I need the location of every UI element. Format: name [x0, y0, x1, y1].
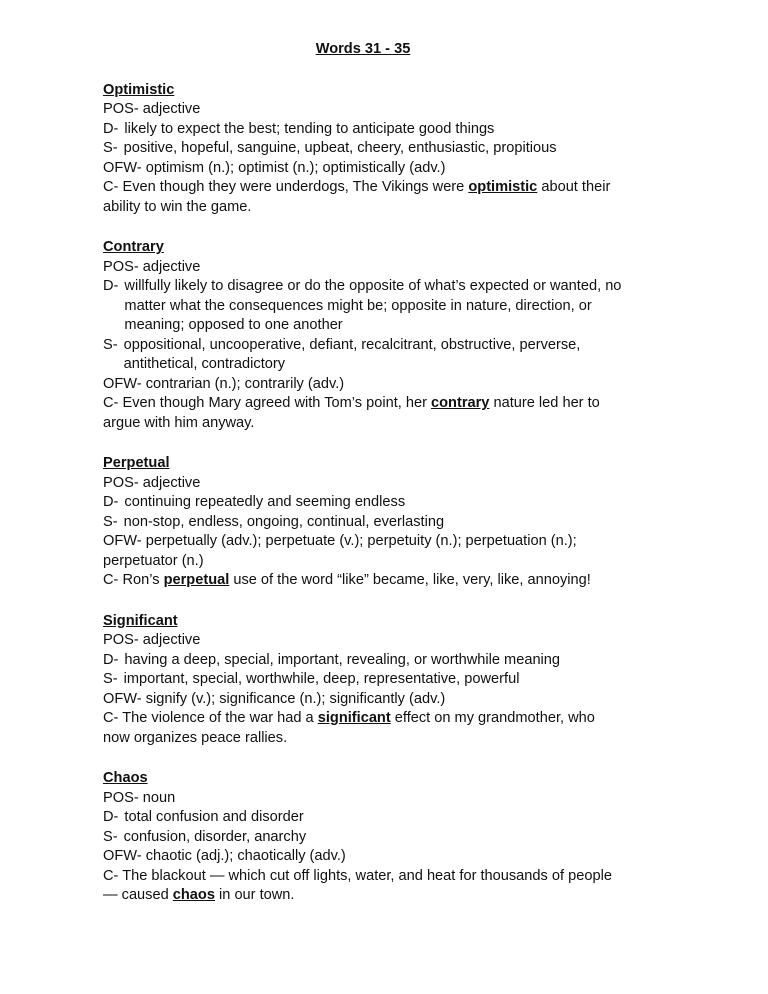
context-after: about their ability to win the game.: [103, 179, 611, 215]
synonyms-line: [103, 139, 623, 159]
pos-value: noun: [142, 789, 176, 806]
synonyms-text: positive, hopeful, sanguine, upbeat, cheery, enthusiastic, propitious: [123, 140, 557, 156]
synonyms-text: non-stop, endless, ongoing, continual, everlasting: [123, 513, 445, 530]
vocab-entry-chaos: [103, 769, 623, 906]
other-forms-label: OFW-: [103, 375, 142, 392]
synonyms-text: oppositional, uncooperative, defiant, recalcitrant, obstructive, perverse, antithetical, contradictory: [123, 336, 581, 372]
context-before: The violence of the war had a: [122, 710, 314, 726]
vocab-entry-significant: [103, 612, 623, 749]
pos-value: adjective: [142, 474, 201, 491]
context-keyword: chaos: [172, 887, 215, 903]
other-forms-label: OFW-: [103, 848, 142, 864]
context-before: Even though they were underdogs, The Vikings were: [122, 179, 465, 195]
context-before: Even though Mary agreed with Tom’s point, her: [122, 395, 427, 411]
context-after: nature led her to argue with him anyway.: [103, 395, 600, 431]
other-forms-text: perpetually (adv.); perpetuate (v.); perpetuity (n.); perpetuation (n.); perpetuator (n.): [103, 533, 577, 569]
pos-label: POS-: [103, 474, 139, 491]
context-after: use of the word “like” became, like, very, like, annoying!: [233, 572, 591, 588]
context-label: C-: [103, 395, 119, 411]
synonyms-line: [103, 670, 623, 690]
other-forms-label: OFW-: [103, 159, 142, 176]
definition-label: D-: [103, 120, 119, 137]
pos-line: [103, 631, 623, 651]
pos-value: adjective: [142, 632, 201, 648]
other-forms-text: contrarian (n.); contrarily (adv.): [145, 375, 345, 392]
context-before: The blackout — which cut off lights, water, and heat for thousands of people — caused: [103, 867, 612, 903]
definition-label: D-: [103, 809, 119, 825]
other-forms-label: OFW-: [103, 533, 142, 549]
context-sentence: [103, 571, 623, 591]
vocab-entry-perpetual: [103, 454, 623, 591]
other-forms-line: [103, 532, 623, 571]
other-forms-line: [103, 159, 623, 179]
context-label: C-: [103, 710, 119, 726]
definition-text: having a deep, special, important, revealing, or worthwhile meaning: [124, 651, 561, 668]
context-sentence: [103, 867, 623, 906]
definition-line: [103, 808, 623, 828]
vocab-word: Optimistic: [103, 81, 175, 98]
synonyms-label: S-: [103, 828, 118, 845]
pos-value: adjective: [142, 101, 201, 117]
pos-line: [103, 474, 623, 494]
context-label: C-: [103, 867, 119, 884]
definition-line: [103, 120, 623, 140]
pos-label: POS-: [103, 632, 139, 648]
context-sentence: [103, 709, 623, 748]
other-forms-line: [103, 847, 623, 867]
vocab-word: Significant: [103, 612, 178, 629]
vocabulary-page: [103, 40, 623, 927]
context-after: effect on my grandmother, who now organizes peace rallies.: [103, 710, 595, 746]
pos-line: [103, 789, 623, 809]
other-forms-text: signify (v.); significance (n.); significantly (adv.): [145, 690, 446, 707]
context-after: in our town.: [219, 887, 295, 903]
synonyms-line: [103, 828, 623, 848]
definition-line: [103, 651, 623, 671]
vocab-entry-optimistic: [103, 81, 623, 218]
other-forms-text: chaotic (adj.); chaotically (adv.): [145, 848, 346, 864]
context-keyword: perpetual: [163, 572, 230, 588]
context-sentence: [103, 394, 623, 433]
synonyms-label: S-: [103, 513, 118, 530]
synonyms-line: [103, 513, 623, 533]
definition-label: D-: [103, 278, 119, 294]
vocab-word: Perpetual: [103, 455, 170, 471]
other-forms-text: optimism (n.); optimist (n.); optimistically (adv.): [145, 159, 446, 176]
other-forms-line: [103, 375, 623, 395]
pos-value: adjective: [142, 258, 201, 275]
other-forms-line: [103, 690, 623, 710]
vocab-word: Chaos: [103, 770, 148, 786]
pos-label: POS-: [103, 789, 139, 806]
context-sentence: [103, 178, 623, 217]
context-keyword: significant: [317, 710, 391, 726]
pos-line: [103, 100, 623, 120]
page-title: Words 31 - 35: [315, 41, 411, 57]
synonyms-label: S-: [103, 336, 118, 353]
vocab-word: Contrary: [103, 239, 164, 255]
definition-label: D-: [103, 651, 119, 668]
context-before: Ron’s: [122, 572, 160, 588]
context-label: C-: [103, 179, 119, 195]
definition-line: [103, 277, 623, 336]
pos-line: [103, 258, 623, 278]
definition-label: D-: [103, 494, 119, 510]
definition-text: total confusion and disorder: [124, 809, 304, 825]
synonyms-text: confusion, disorder, anarchy: [123, 828, 307, 845]
definition-line: [103, 493, 623, 513]
synonyms-line: [103, 336, 623, 375]
context-keyword: contrary: [431, 395, 490, 411]
pos-label: POS-: [103, 258, 139, 275]
synonyms-text: important, special, worthwhile, deep, representative, powerful: [123, 671, 520, 687]
context-keyword: optimistic: [468, 179, 538, 195]
definition-text: willfully likely to disagree or do the opposite of what’s expected or wanted, no matter what the consequences might be; opposite in nature, direction, or meaning; opposed to one another: [124, 278, 622, 333]
context-label: C-: [103, 572, 119, 588]
vocab-entry-contrary: [103, 238, 623, 433]
pos-label: POS-: [103, 101, 139, 117]
definition-text: continuing repeatedly and seeming endless: [124, 494, 406, 510]
synonyms-label: S-: [103, 671, 118, 687]
synonyms-label: S-: [103, 140, 118, 156]
other-forms-label: OFW-: [103, 690, 142, 707]
definition-text: likely to expect the best; tending to anticipate good things: [124, 120, 495, 137]
